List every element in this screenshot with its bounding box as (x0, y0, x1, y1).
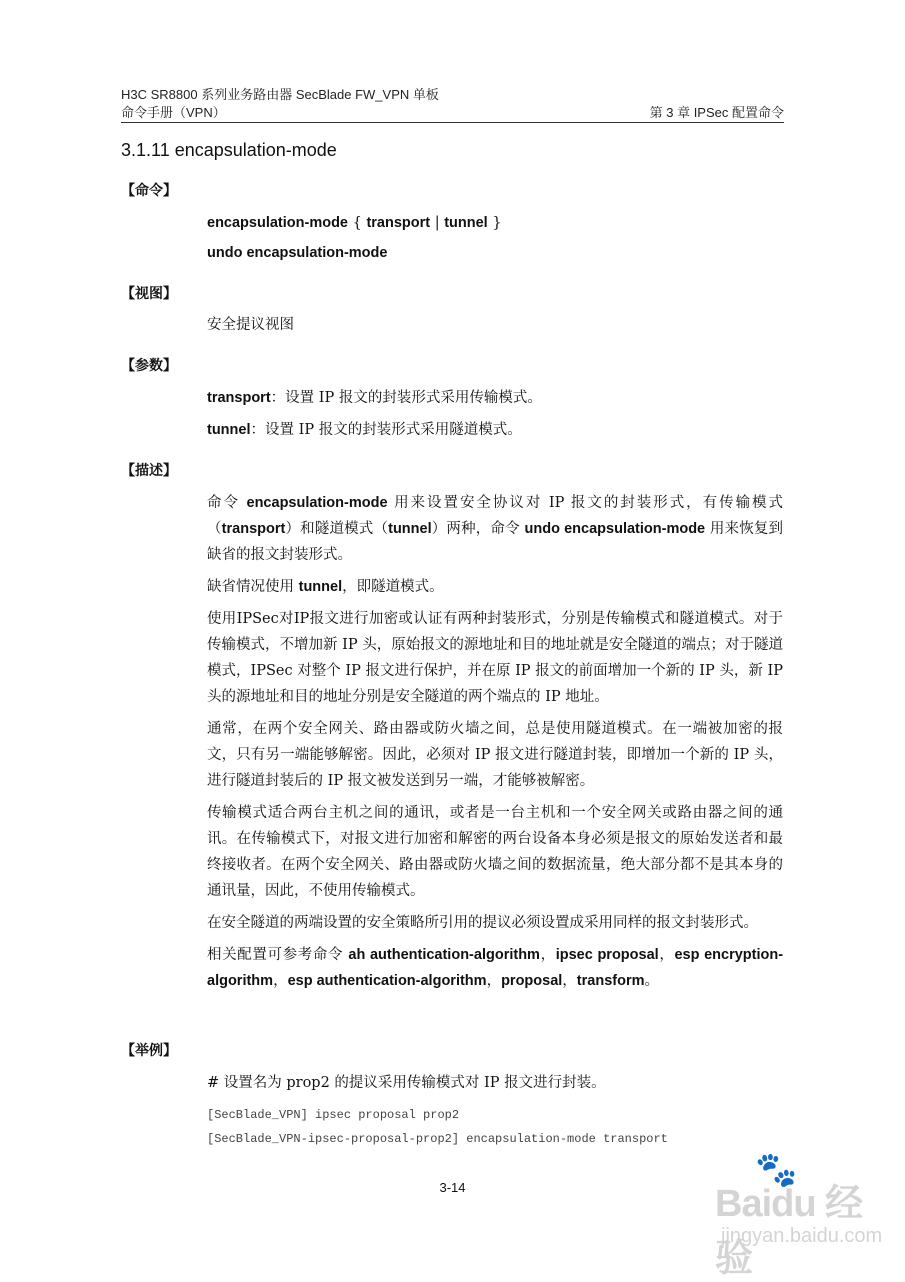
cmd-brace-open: { (348, 215, 367, 231)
example-comment: # 设置名为 prop2 的提议采用传输模式对 IP 报文进行封装。 (207, 1075, 606, 1091)
description (207, 490, 783, 994)
desc-paragraph-3: 使用IPSec对IP报文进行加密或认证有两种封装形式，分别是传输模式和隧道模式。对于传输模式，不增加新 IP 头，原始报文的源地址和目的地址就是安全隧道的端点；对于隧道模式，IPSec 对整个 IP 报文进行保护，并在原 IP 报文的前面增加一个新的 IP 头，新 IP 头的源地址和目的地址分别是安全隧道的两个端点的 IP 地址。 (207, 611, 783, 705)
header-chapter: 第 3 章 IPSec 配置命令 (649, 105, 784, 120)
label-params: 【参数】 (121, 358, 177, 374)
header-divider (121, 122, 784, 123)
cmd-transport: transport (366, 215, 431, 231)
desc-paragraph-4: 通常，在两个安全网关、路由器或防火墙之间，总是使用隧道模式。在一端被加密的报文，只有另一端能够解密。因此，必须对 IP 报文进行隧道封装，即增加一个新的 IP 头，进行隧道封装后的 IP 报文被发送到另一端，才能够被解密。 (207, 721, 783, 789)
desc-paragraph-6: 在安全隧道的两端设置的安全策略所引用的提议必须设置成采用同样的报文封装形式。 (207, 915, 758, 931)
view-text: 安全提议视图 (207, 317, 294, 333)
desc-paragraph-1: 命令 encapsulation-mode 用来设置安全协议对 IP 报文的封装形式，有传输模式（transport）和隧道模式（tunnel）两种，命令 undo encapsulation-mode 用来恢复到缺省的报文封装形式。 (207, 495, 784, 563)
baidu-watermark (715, 1150, 883, 1280)
desc-paragraph-5: 传输模式适合两台主机之间的通讯，或者是一台主机和一个安全网关或路由器之间的通讯。在传输模式下，对报文进行加密和解密的两台设备本身必须是报文的原始发送者和最终接收者。在两个安全网关、路由器或防火墙之间的数据流量，绝大部分都不是其本身的通讯量，因此，不使用传输模式。 (207, 805, 783, 899)
desc-paragraph-2: 缺省情况使用 tunnel，即隧道模式。 (207, 579, 444, 595)
header-manual: 命令手册（VPN） (121, 105, 226, 120)
watermark-brand: Baidu 经验 (715, 1183, 863, 1280)
cmd-brace-close: } (487, 215, 502, 231)
command-syntax (207, 210, 783, 266)
code-line: [SecBlade_VPN] ipsec proposal prop2 (207, 1108, 460, 1122)
page-header (121, 86, 784, 122)
param-transport: transport：设置 IP 报文的封装形式采用传输模式。 (207, 390, 542, 406)
label-desc: 【描述】 (121, 463, 177, 479)
desc-paragraph-7: 相关配置可参考命令 ah authentication-algorithm，ipsec proposal，esp encryption-algorithm，esp authentication-algorithm，proposal，transform。 (207, 947, 784, 989)
label-command: 【命令】 (121, 183, 177, 199)
code-line: [SecBlade_VPN-ipsec-proposal-prop2] encapsulation-mode transport (207, 1132, 668, 1146)
label-view: 【视图】 (121, 286, 177, 302)
cmd-tunnel: tunnel (444, 215, 488, 231)
params-list (207, 385, 783, 443)
cmd-undo: undo encapsulation-mode (207, 245, 388, 261)
page-number: 3-14 (439, 1180, 466, 1195)
param-tunnel: tunnel：设置 IP 报文的封装形式采用隧道模式。 (207, 422, 522, 438)
header-product: H3C SR8800 系列业务路由器 SecBlade FW_VPN 单板 (121, 87, 439, 102)
paw-icon: 🐾 (755, 1151, 798, 1189)
example-code (207, 1103, 668, 1151)
watermark-site: jingyan.baidu.com (721, 1225, 883, 1247)
cmd-keyword: encapsulation-mode (207, 215, 348, 231)
cmd-bar: | (430, 215, 445, 231)
section-title: 3.1.11 encapsulation-mode (121, 140, 337, 160)
label-example: 【举例】 (121, 1043, 177, 1059)
